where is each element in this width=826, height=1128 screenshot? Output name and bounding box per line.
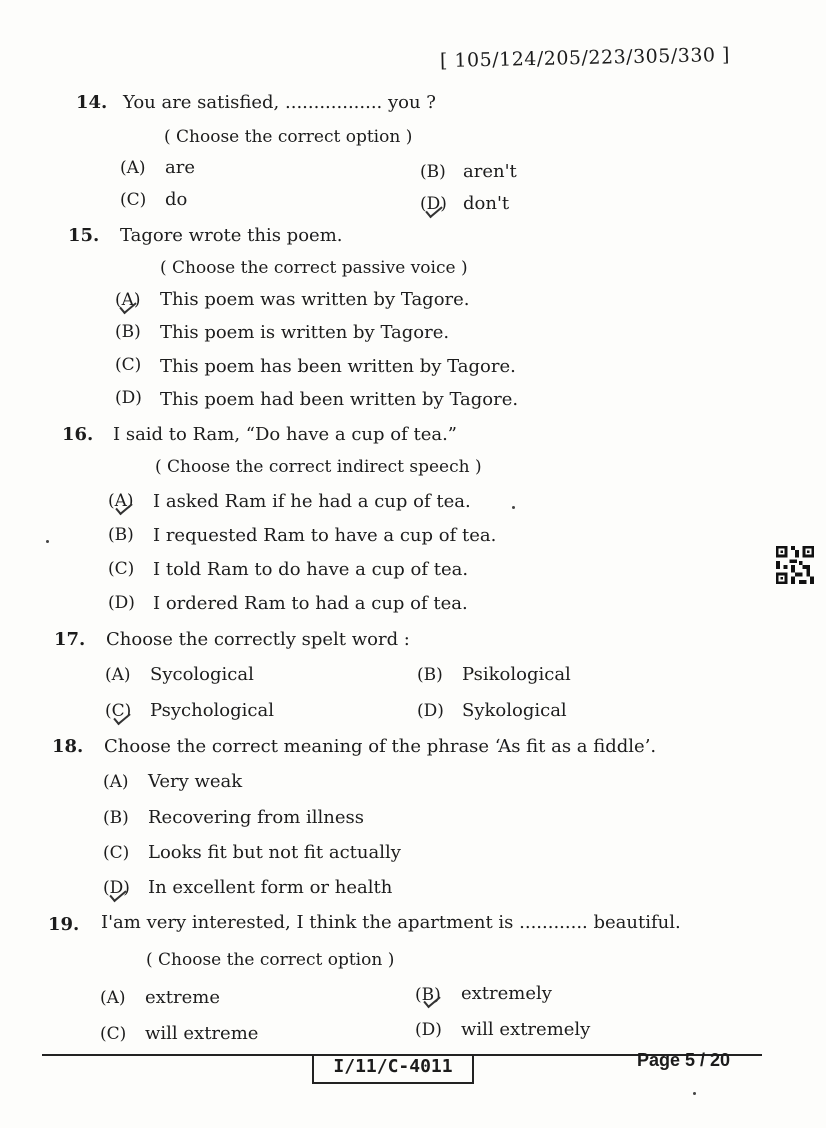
question-text: I'am very interested, I think the apartment is ............ beautiful.: [101, 912, 681, 933]
option-label: (A): [103, 772, 129, 792]
option-label: (D): [417, 701, 444, 721]
option-text: Looks fit but not fit actually: [148, 842, 401, 863]
option-text: extremely: [461, 983, 552, 1004]
option-text: This poem had been written by Tagore.: [160, 389, 519, 410]
option-text: Psychological: [150, 700, 274, 721]
option-text: will extremely: [461, 1019, 591, 1040]
question-text: Tagore wrote this poem.: [120, 225, 343, 246]
option-text: Psikological: [462, 664, 571, 685]
question-instruction: ( Choose the correct option ): [164, 127, 413, 147]
option-label: (C): [100, 1024, 127, 1044]
option-label: (C): [105, 701, 132, 721]
option-label: (B): [415, 985, 441, 1005]
question-instruction: ( Choose the correct option ): [146, 950, 395, 970]
option-label: (C): [108, 559, 135, 579]
option-label: (C): [103, 843, 130, 863]
question-text: Choose the correct meaning of the phrase ‘As fit as a fiddle’.: [104, 736, 657, 757]
option-label: (D): [420, 194, 447, 214]
question-instruction: ( Choose the correct passive voice ): [160, 258, 468, 278]
option-text: aren't: [463, 161, 517, 182]
paper-code-header: [ 105/124/205/223/305/330 ]: [439, 43, 731, 72]
option-label: (D): [415, 1020, 442, 1040]
option-text: Sykological: [462, 700, 567, 721]
question-number: 18.: [52, 736, 84, 757]
option-text: This poem was written by Tagore.: [160, 289, 470, 310]
option-text: This poem has been written by Tagore.: [160, 356, 516, 377]
option-label: (A): [115, 290, 141, 310]
paper-code-footer: I/11/C-4011: [312, 1054, 474, 1084]
option-text: I asked Ram if he had a cup of tea.: [153, 491, 471, 512]
option-text: Recovering from illness: [148, 807, 365, 828]
option-text: Very weak: [148, 771, 243, 792]
option-label: (A): [100, 988, 126, 1008]
option-label: (B): [108, 525, 134, 545]
option-text: I told Ram to do have a cup of tea.: [153, 559, 469, 580]
question-number: 15.: [68, 225, 100, 246]
question-text: You are satisfied, ................. you ?: [123, 92, 436, 113]
qr-code-icon: [776, 546, 814, 584]
option-label: (C): [115, 355, 142, 375]
question-number: 14.: [76, 92, 108, 113]
option-label: (B): [103, 808, 129, 828]
option-label: (A): [108, 491, 134, 511]
scan-speck: [693, 1092, 696, 1095]
option-text: will extreme: [145, 1023, 259, 1044]
option-label: (C): [120, 190, 147, 210]
option-text: I requested Ram to have a cup of tea.: [153, 525, 497, 546]
option-label: (A): [120, 158, 146, 178]
scan-speck: [46, 540, 49, 543]
option-text: don't: [463, 193, 510, 214]
option-text: Sycological: [150, 664, 254, 685]
option-text: do: [165, 189, 188, 210]
option-label: (B): [420, 162, 446, 182]
question-number: 19.: [48, 914, 80, 935]
option-text: This poem is written by Tagore.: [160, 322, 450, 343]
question-number: 17.: [54, 629, 86, 650]
option-label: (B): [417, 665, 443, 685]
question-instruction: ( Choose the correct indirect speech ): [155, 457, 482, 477]
option-text: I ordered Ram to had a cup of tea.: [153, 593, 468, 614]
option-text: extreme: [145, 987, 221, 1008]
page-number: Page 5 / 20: [637, 1050, 731, 1070]
scan-speck: [512, 506, 515, 509]
question-text: Choose the correctly spelt word :: [106, 629, 410, 650]
question-text: I said to Ram, “Do have a cup of tea.”: [113, 424, 457, 445]
option-text: In excellent form or health: [148, 877, 393, 898]
option-label: (D): [108, 593, 135, 613]
question-number: 16.: [62, 424, 94, 445]
option-label: (B): [115, 322, 141, 342]
option-label: (A): [105, 665, 131, 685]
option-label: (D): [115, 388, 142, 408]
option-text: are: [165, 157, 195, 178]
option-label: (D): [103, 878, 130, 898]
